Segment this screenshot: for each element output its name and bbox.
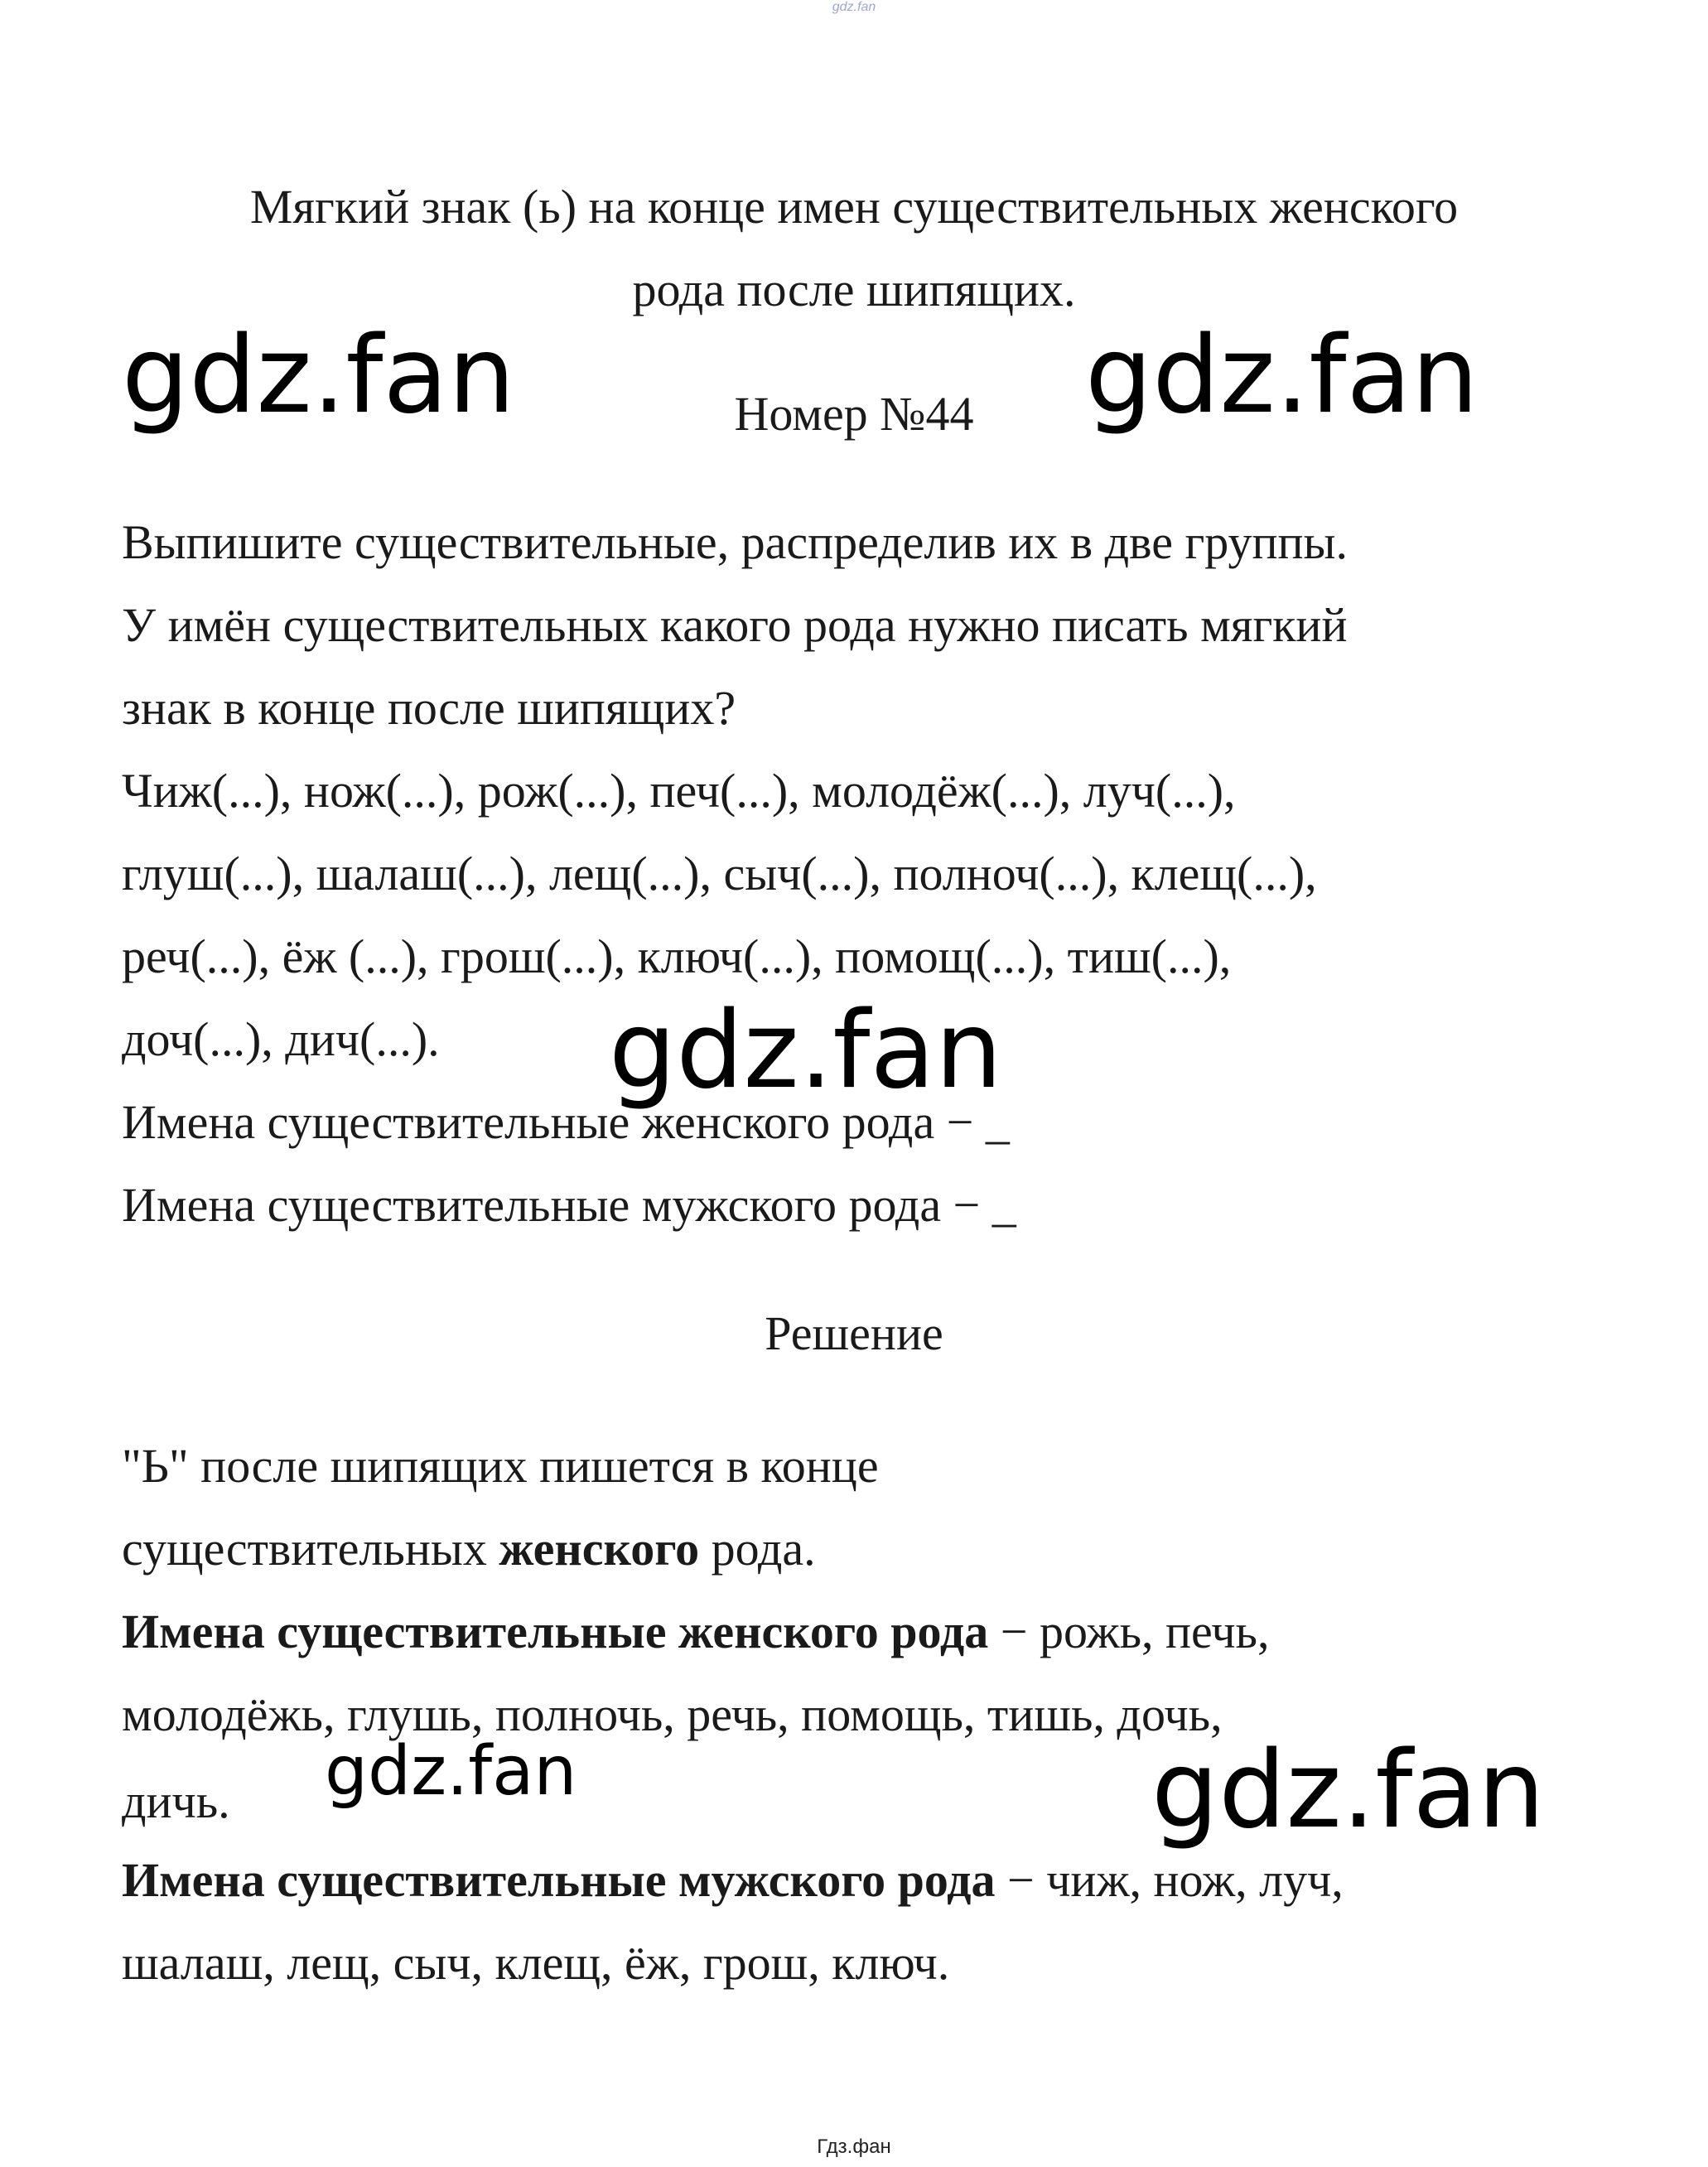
rule-line: "Ь" после шипящих пишется в конце — [122, 1439, 879, 1493]
solution-heading: Решение — [765, 1306, 943, 1360]
feminine-nouns-line: Имена существительные женского рода − рожь, печь, — [122, 1605, 1270, 1658]
feminine-label: Имена существительные женского рода — [122, 1605, 989, 1658]
bold-term: женского — [499, 1522, 700, 1576]
watermark-gdz-fan: gdz.fan — [1151, 1729, 1545, 1852]
masculine-label: Имена существительные мужского рода — [122, 1853, 996, 1907]
watermark-gdz-fan: gdz.fan — [325, 1732, 577, 1811]
task-line: знак в конце после шипящих? — [122, 681, 736, 735]
feminine-nouns-line: молодёжь, глушь, полночь, речь, помощь, тишь, дочь, — [122, 1687, 1223, 1741]
feminine-nouns-line: дичь. — [122, 1774, 230, 1828]
task-line: реч(...), ёж (...), грош(...), ключ(...), помощ(...), тиш(...), — [122, 929, 1232, 983]
watermark-gdz-fan: gdz.fan — [122, 314, 515, 437]
watermark-gdz-fan: gdz.fan — [1085, 314, 1479, 437]
masculine-nouns-line: Имена существительные мужского рода − чиж, нож, луч, — [122, 1853, 1344, 1907]
masculine-nouns-line: шалаш, лещ, сыч, клещ, ёж, грош, ключ. — [122, 1936, 950, 1990]
exercise-number: Номер №44 — [734, 387, 974, 441]
task-line: Имена существительные женского рода − _ — [122, 1095, 1010, 1149]
task-line: У имён существительных какого рода нужно писать мягкий — [122, 598, 1348, 652]
task-line: доч(...), дич(...). — [122, 1012, 440, 1066]
page-title-line-2: рода после шипящих. — [632, 263, 1076, 316]
task-line: Имена существительные мужского рода − _ — [122, 1178, 1016, 1232]
task-line: глуш(...), шалаш(...), лещ(...), сыч(...), полноч(...), клещ(...), — [122, 847, 1317, 900]
top-watermark: gdz.fan — [832, 0, 876, 14]
page-title-line-1: Мягкий знак (ь) на конце имен существительных женского — [249, 180, 1459, 234]
watermark-gdz-fan: gdz.fan — [609, 989, 1002, 1112]
task-line: Выпишите существительные, распределив их в две группы. — [122, 515, 1349, 569]
rule-line: существительных женского рода. — [122, 1522, 816, 1576]
task-line: Чиж(...), нож(...), рож(...), печ(...), молодёж(...), луч(...), — [122, 764, 1236, 818]
footer-text: Гдз.фан — [817, 2136, 891, 2158]
